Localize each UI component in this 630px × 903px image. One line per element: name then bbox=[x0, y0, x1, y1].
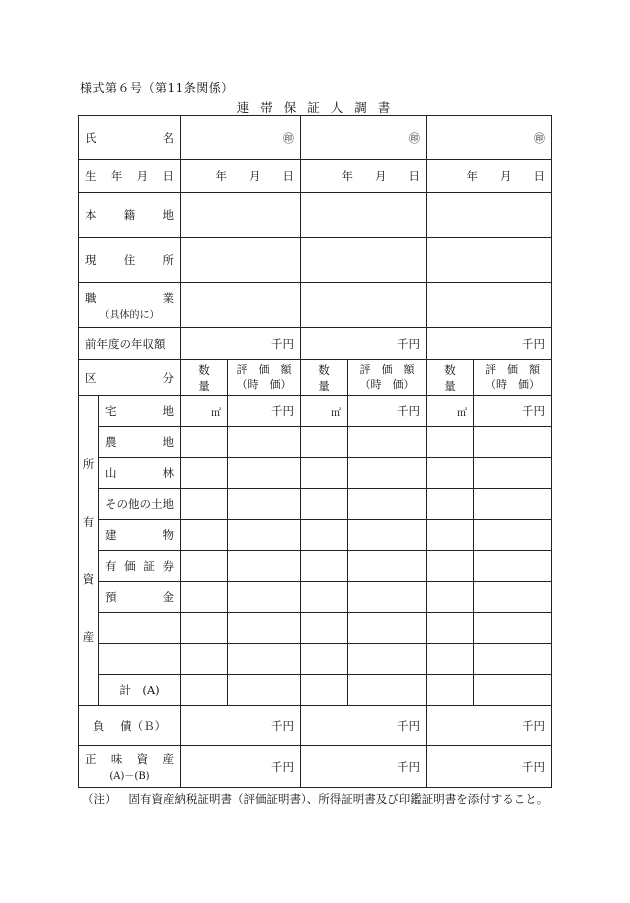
name-cell-1[interactable]: ㊞ bbox=[181, 116, 301, 160]
asset-row bbox=[79, 396, 552, 427]
value-header-3: 評 価 額 （時 価） bbox=[474, 360, 552, 396]
honseki-cell-2[interactable] bbox=[301, 193, 427, 238]
asset-label-takuchi: 宅 地 bbox=[99, 396, 181, 427]
document-title: 連帯保証人調書 bbox=[236, 100, 402, 115]
honseki-cell-1[interactable] bbox=[181, 193, 301, 238]
birth-cell-3[interactable]: 年 月 日 bbox=[427, 160, 552, 193]
label-name: 氏 名 bbox=[79, 116, 181, 160]
asset-value-3[interactable]: 千円 bbox=[474, 396, 552, 427]
asset-qty-2[interactable]: ㎡ bbox=[301, 396, 348, 427]
value-header-2: 評 価 額 （時 価） bbox=[348, 360, 427, 396]
asset-label-sanrin: 山 林 bbox=[99, 458, 181, 489]
honseki-cell-3[interactable] bbox=[427, 193, 552, 238]
birth-cell-1[interactable]: 年 月 日 bbox=[181, 160, 301, 193]
asset-row bbox=[79, 675, 552, 706]
asset-value-1[interactable]: 千円 bbox=[228, 396, 301, 427]
asset-row bbox=[79, 644, 552, 675]
income-cell-3[interactable]: 千円 bbox=[427, 328, 552, 360]
label-net-sub: (A)－(B) bbox=[109, 771, 150, 782]
asset-value-2[interactable]: 千円 bbox=[348, 396, 427, 427]
row-job bbox=[79, 283, 552, 328]
footnote-prefix: （注） bbox=[82, 792, 117, 806]
asset-label-total: 計 (A) bbox=[99, 675, 181, 706]
row-address bbox=[79, 238, 552, 283]
label-honseki: 本 籍 地 bbox=[79, 193, 181, 238]
job-cell-2[interactable] bbox=[301, 283, 427, 328]
address-cell-2[interactable] bbox=[301, 238, 427, 283]
asset-row bbox=[79, 489, 552, 520]
asset-label-nouchi: 農 地 bbox=[99, 427, 181, 458]
value-header-1: 評 価 額 （時 価） bbox=[228, 360, 301, 396]
net-cell-1[interactable]: 千円 bbox=[181, 746, 301, 788]
net-cell-3[interactable]: 千円 bbox=[427, 746, 552, 788]
row-net bbox=[79, 746, 552, 788]
asset-row bbox=[79, 458, 552, 489]
row-category bbox=[79, 360, 552, 396]
label-job-sub: （具体的に） bbox=[99, 309, 160, 321]
row-name bbox=[79, 116, 552, 160]
net-cell-2[interactable]: 千円 bbox=[301, 746, 427, 788]
debt-cell-2[interactable]: 千円 bbox=[301, 706, 427, 746]
address-cell-1[interactable] bbox=[181, 238, 301, 283]
row-honseki bbox=[79, 193, 552, 238]
qty-header-2: 数 量 bbox=[301, 360, 348, 396]
asset-qty-1[interactable]: ㎡ bbox=[181, 396, 228, 427]
asset-qty-3[interactable]: ㎡ bbox=[427, 396, 474, 427]
name-cell-2[interactable]: ㊞ bbox=[301, 116, 427, 160]
row-income bbox=[79, 328, 552, 360]
label-job: 職 業 （具体的に） bbox=[79, 283, 181, 328]
asset-label-other-land: その他の土地 bbox=[99, 489, 181, 520]
label-assets-group: 所 有 資 産 bbox=[79, 396, 99, 706]
asset-label-securities: 有 価 証 券 bbox=[99, 551, 181, 582]
debt-cell-3[interactable]: 千円 bbox=[427, 706, 552, 746]
label-income: 前年度の年収額 bbox=[79, 328, 181, 360]
address-cell-3[interactable] bbox=[427, 238, 552, 283]
label-category: 区 分 bbox=[79, 360, 181, 396]
debt-cell-1[interactable]: 千円 bbox=[181, 706, 301, 746]
job-cell-3[interactable] bbox=[427, 283, 552, 328]
row-debt bbox=[79, 706, 552, 746]
income-cell-1[interactable]: 千円 bbox=[181, 328, 301, 360]
asset-row bbox=[79, 582, 552, 613]
guarantor-table bbox=[78, 115, 552, 788]
qty-header-1: 数 量 bbox=[181, 360, 228, 396]
label-address: 現 住 所 bbox=[79, 238, 181, 283]
asset-label-deposit: 預 金 bbox=[99, 582, 181, 613]
footnote-text: 固有資産納税証明書（評価証明書）、所得証明書及び印鑑証明書を添付すること。 bbox=[128, 792, 549, 806]
asset-row bbox=[79, 520, 552, 551]
asset-label-blank-2[interactable] bbox=[99, 644, 181, 675]
label-net: 正 味 資 産 (A)－(B) bbox=[79, 746, 181, 788]
income-cell-2[interactable]: 千円 bbox=[301, 328, 427, 360]
row-birth bbox=[79, 160, 552, 193]
footnote bbox=[82, 791, 560, 807]
label-debt: 負 債（Ｂ） bbox=[79, 706, 181, 746]
form-number: 様式第６号（第11条関係） bbox=[80, 81, 234, 95]
name-cell-3[interactable]: ㊞ bbox=[427, 116, 552, 160]
asset-label-building: 建 物 bbox=[99, 520, 181, 551]
asset-row bbox=[79, 427, 552, 458]
qty-header-3: 数 量 bbox=[427, 360, 474, 396]
job-cell-1[interactable] bbox=[181, 283, 301, 328]
asset-row bbox=[79, 551, 552, 582]
asset-label-blank-1[interactable] bbox=[99, 613, 181, 644]
asset-row bbox=[79, 613, 552, 644]
birth-cell-2[interactable]: 年 月 日 bbox=[301, 160, 427, 193]
label-birth: 生 年 月 日 bbox=[79, 160, 181, 193]
